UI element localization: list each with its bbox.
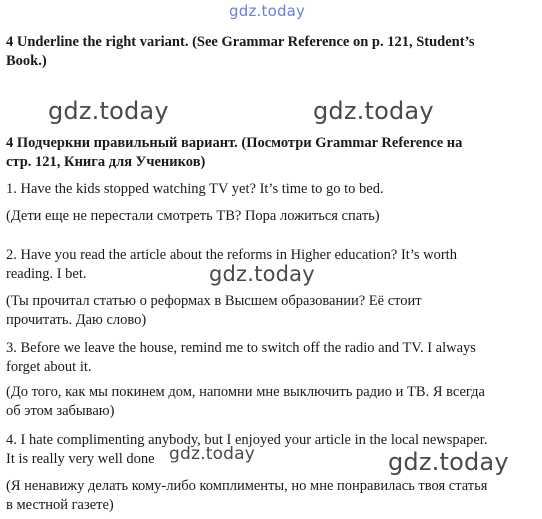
watermark-right: gdz.today bbox=[313, 97, 434, 125]
item-3-ru-line2: об этом забываю) bbox=[6, 403, 115, 419]
item-4-ru-line1: (Я ненавижу делать кому-либо комплименты, но мне понравилась твоя статья bbox=[6, 478, 488, 494]
item-4-en-line2: It is really very well done bbox=[6, 451, 155, 467]
item-1-en: 1. Have the kids stopped watching TV yet? It’s time to go to bed. bbox=[6, 181, 384, 197]
item-4-en-line1: 4. I hate complimenting anybody, but I enjoyed your article in the local newspaper. bbox=[6, 432, 488, 448]
item-3-en-line2: forget about it. bbox=[6, 359, 92, 375]
item-4-ru-line2: в местной газете) bbox=[6, 497, 114, 513]
watermark-inline: gdz.today bbox=[169, 444, 256, 464]
item-2-ru-line1: (Ты прочитал статью о реформах в Высшем образовании? Её стоит bbox=[6, 293, 422, 309]
watermark-bottom-right: gdz.today bbox=[388, 448, 509, 476]
item-3-ru-line1: (До того, как мы покинем дом, напомни мне выключить радио и ТВ. Я всегда bbox=[6, 384, 485, 400]
task-heading-en-line2: Book.) bbox=[6, 53, 47, 69]
item-2-ru-line2: прочитать. Даю слово) bbox=[6, 312, 147, 328]
item-3-en-line1: 3. Before we leave the house, remind me to switch off the radio and TV. I always bbox=[6, 340, 476, 356]
watermark-left: gdz.today bbox=[48, 97, 169, 125]
watermark-top: gdz.today bbox=[229, 2, 306, 20]
item-1-ru: (Дети еще не перестали смотреть ТВ? Пора ложиться спать) bbox=[6, 208, 380, 224]
watermark-center: gdz.today bbox=[209, 262, 315, 286]
item-2-en-line2: reading. I bet. bbox=[6, 266, 87, 282]
task-heading-en-line1: 4 Underline the right variant. (See Grammar Reference on p. 121, Student’s bbox=[6, 34, 475, 50]
task-heading-ru-line2: стр. 121, Книга для Учеников) bbox=[6, 154, 206, 170]
task-heading-ru-line1: 4 Подчеркни правильный вариант. (Посмотри Grammar Reference на bbox=[6, 135, 463, 151]
item-2-en-line1: 2. Have you read the article about the reforms in Higher education? It’s worth bbox=[6, 247, 457, 263]
